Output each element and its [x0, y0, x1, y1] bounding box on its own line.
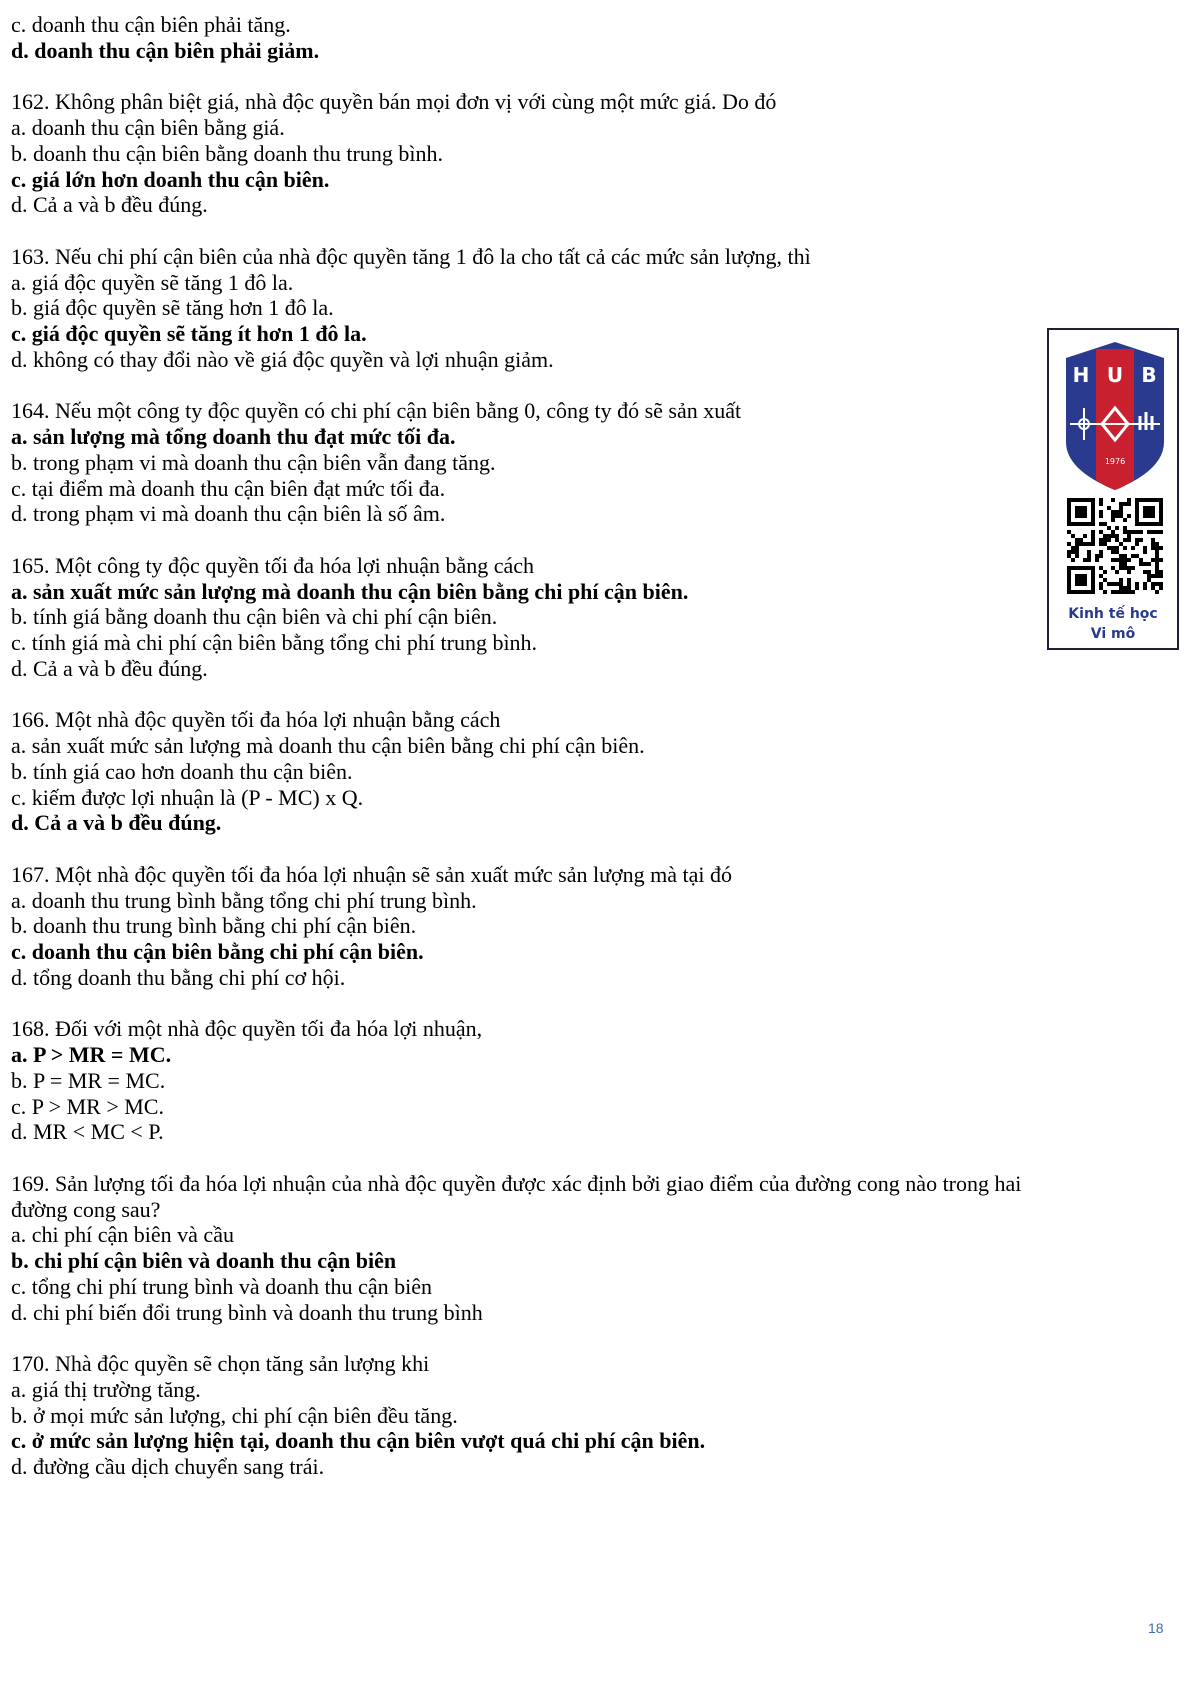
- text-line: 166. Một nhà độc quyền tối đa hóa lợi nhuận bằng cách: [11, 707, 501, 733]
- answer-line-correct: d. doanh thu cận biên phải giảm.: [11, 37, 320, 63]
- text-line: d. MR < MC < P.: [11, 1119, 164, 1145]
- logo-letter-h: H: [1072, 363, 1090, 387]
- text-line: a. giá độc quyền sẽ tăng 1 đô la.: [11, 269, 294, 295]
- logo-letter-u: U: [1106, 363, 1124, 387]
- course-badge: [1047, 328, 1179, 650]
- text-line: 164. Nếu một công ty độc quyền có chi phí cận biên bằng 0, công ty đó sẽ sản xuất: [11, 398, 742, 424]
- text-line: c. doanh thu cận biên phải tăng.: [11, 12, 291, 37]
- text-line: 170. Nhà độc quyền sẽ chọn tăng sản lượng khi: [11, 1351, 430, 1376]
- text-line: d. Cả a và b đều đúng.: [11, 192, 208, 218]
- text-line: d. không có thay đổi nào về giá độc quyền và lợi nhuận giảm.: [11, 346, 554, 372]
- text-line: b. giá độc quyền sẽ tăng hơn 1 đô la.: [11, 295, 334, 321]
- text-line: b. ở mọi mức sản lượng, chi phí cận biên đều tăng.: [11, 1402, 458, 1428]
- answer-line-correct: d. Cả a và b đều đúng.: [11, 810, 222, 836]
- answer-line-correct: c. giá lớn hơn doanh thu cận biên.: [11, 166, 330, 192]
- text-line: 162. Không phân biệt giá, nhà độc quyền bán mọi đơn vị với cùng một mức giá. Do đó: [11, 89, 777, 115]
- text-line: d. Cả a và b đều đúng.: [11, 655, 208, 681]
- page-number: 18: [1148, 1620, 1164, 1636]
- text-line: 163. Nếu chi phí cận biên của nhà độc quyền tăng 1 đô la cho tất cả các mức sản lượng, thì: [11, 243, 811, 269]
- text-line: a. giá thị trường tăng.: [11, 1376, 201, 1402]
- text-line: d. chi phí biến đổi trung bình và doanh thu trung bình: [11, 1299, 483, 1325]
- text-line: đường cong sau?: [11, 1196, 161, 1222]
- hub-logo-icon: [1066, 342, 1164, 490]
- text-line: 169. Sản lượng tối đa hóa lợi nhuận của nhà độc quyền được xác định bởi giao điểm của đường cong nào trong hai: [11, 1170, 1022, 1196]
- logo-letter-b: B: [1141, 363, 1157, 387]
- text-line: b. trong phạm vi mà doanh thu cận biên vẫn đang tăng.: [11, 449, 496, 475]
- text-line: d. đường cầu dịch chuyển sang trái.: [11, 1454, 325, 1479]
- text-line: d. trong phạm vi mà doanh thu cận biên là số âm.: [11, 501, 446, 527]
- badge-title: Kinh tế học: [1068, 606, 1158, 622]
- answer-line-correct: a. sản lượng mà tổng doanh thu đạt mức tối đa.: [11, 424, 456, 449]
- text-line: a. chi phí cận biên và cầu: [11, 1222, 234, 1248]
- text-line: c. tại điểm mà doanh thu cận biên đạt mức tối đa.: [11, 475, 446, 501]
- text-line: c. tính giá mà chi phí cận biên bằng tổng chi phí trung bình.: [11, 630, 538, 655]
- text-line: c. P > MR > MC.: [11, 1093, 164, 1119]
- text-line: a. sản xuất mức sản lượng mà doanh thu cận biên bằng chi phí cận biên.: [11, 733, 645, 758]
- text-line: a. doanh thu cận biên bằng giá.: [11, 115, 285, 140]
- qr-code-icon: [1067, 498, 1163, 594]
- answer-line-correct: c. ở mức sản lượng hiện tại, doanh thu cận biên vượt quá chi phí cận biên.: [11, 1428, 706, 1454]
- text-line: b. doanh thu trung bình bằng chi phí cận biên.: [11, 913, 417, 939]
- text-line: a. doanh thu trung bình bằng tổng chi phí trung bình.: [11, 887, 477, 913]
- text-line: 165. Một công ty độc quyền tối đa hóa lợi nhuận bằng cách: [11, 552, 535, 578]
- text-line: 167. Một nhà độc quyền tối đa hóa lợi nhuận sẽ sản xuất mức sản lượng mà tại đó: [11, 861, 733, 887]
- text-line: b. tính giá bằng doanh thu cận biên và chi phí cận biên.: [11, 604, 498, 630]
- text-line: 168. Đối với một nhà độc quyền tối đa hóa lợi nhuận,: [11, 1016, 483, 1042]
- text-line: b. P = MR = MC.: [11, 1067, 166, 1093]
- answer-line-correct: a. P > MR = MC.: [11, 1042, 172, 1067]
- text-line: d. tổng doanh thu bằng chi phí cơ hội.: [11, 964, 346, 990]
- answer-line-correct: c. giá độc quyền sẽ tăng ít hơn 1 đô la.: [11, 321, 367, 346]
- text-line: c. kiếm được lợi nhuận là (P - MC) x Q.: [11, 784, 364, 810]
- answer-line-correct: c. doanh thu cận biên bằng chi phí cận biên.: [11, 939, 424, 964]
- badge-subtitle: Vi mô: [1090, 626, 1136, 642]
- answer-line-correct: a. sản xuất mức sản lượng mà doanh thu cận biên bằng chi phí cận biên.: [11, 578, 689, 604]
- text-line: c. tổng chi phí trung bình và doanh thu cận biên: [11, 1273, 432, 1299]
- text-line: b. tính giá cao hơn doanh thu cận biên.: [11, 758, 353, 784]
- logo-year: 1976: [1104, 457, 1126, 466]
- text-line: b. doanh thu cận biên bằng doanh thu trung bình.: [11, 140, 443, 166]
- answer-line-correct: b. chi phí cận biên và doanh thu cận biên: [11, 1248, 397, 1273]
